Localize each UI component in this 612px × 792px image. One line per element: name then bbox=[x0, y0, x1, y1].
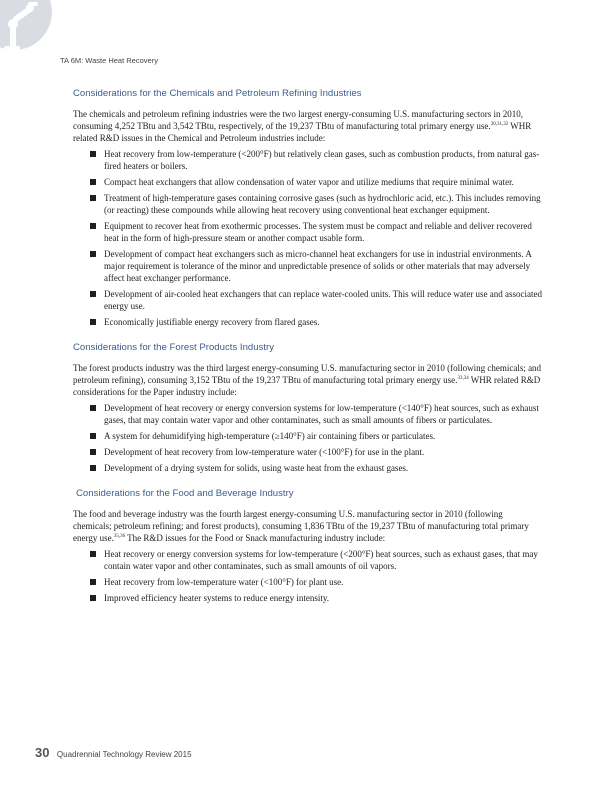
bullet-square-icon bbox=[90, 433, 96, 439]
section-intro: The forest products industry was the third largest energy-consuming U.S. manufacturing sector in 2010 (following chemicals; and petroleum refining), consuming 3,152 TBtu of the 19,237 TBtu of manufacturing total primary energy use.$^{33,34}$ WHR related R&D considerations for the Paper industry include: bbox=[73, 363, 542, 397]
bullet-square-icon bbox=[90, 449, 96, 455]
bullet-square-icon bbox=[90, 579, 96, 585]
page-number: 30 bbox=[35, 745, 50, 760]
section-food-beverage bbox=[73, 488, 543, 604]
list-item: Development of heat recovery or energy conversion systems for low-temperature (<140°F) heat sources, such as exhaust gases, that may contain water vapor and other contaminates, such as small amounts of fibers or particulates. bbox=[73, 402, 543, 426]
list-item: Treatment of high-temperature gases containing corrosive gases (such as hydrochloric acid, etc.). This includes removing (or reacting) these compounds while allowing heat recovery using conventional heat exchanger equipment. bbox=[73, 192, 543, 216]
list-item: Compact heat exchangers that allow condensation of water vapor and utilize mediums that require minimal water. bbox=[73, 176, 543, 188]
page-content bbox=[73, 88, 543, 618]
bullet-square-icon bbox=[90, 465, 96, 471]
bullet-square-icon bbox=[90, 405, 96, 411]
bullet-square-icon bbox=[90, 223, 96, 229]
section-intro: The food and beverage industry was the fourth largest energy-consuming U.S. manufacturing sector in 2010 (following chemicals; petroleum refining; and forest products), consuming 1,836 TBtu of the 19,237 TBtu of manufacturing total primary energy use.$^{35,36}$ The R&D issues for the Food or Snack manufacturing industry include: bbox=[73, 509, 529, 543]
citation-ref: 30,31,32 bbox=[490, 122, 509, 127]
list-item: Economically justifiable energy recovery from flared gases. bbox=[73, 316, 543, 328]
robot-arm-logo-icon bbox=[0, 0, 60, 58]
section-forest-products bbox=[73, 342, 543, 474]
bullet-square-icon bbox=[90, 291, 96, 297]
section-intro: The chemicals and petroleum refining industries were the two largest energy-consuming U.S. manufacturing sectors in 2010, consuming 4,252 TBtu and 3,542 TBtu, respectively, of the 19,237 TBtu of manufacturing total primary energy use.$^{30,31,32}$ WHR related R&D issues in the Chemical and Petroleum industries include: bbox=[73, 109, 532, 143]
publication-name: Quadrennial Technology Review 2015 bbox=[56, 750, 192, 759]
list-item: Heat recovery from low-temperature (<200°F) but relatively clean gases, such as combustion products, from natural gas-fired heaters or boilers. bbox=[73, 148, 543, 172]
bullet-square-icon bbox=[90, 251, 96, 257]
list-item: Heat recovery or energy conversion systems for low-temperature (<200°F) heat sources, such as exhaust gases, that may contain water vapor and other contaminates, such as small amounts of oil vapors. bbox=[73, 548, 543, 572]
bullet-square-icon bbox=[90, 179, 96, 185]
bullet-square-icon bbox=[90, 151, 96, 157]
list-item: Improved efficiency heater systems to reduce energy intensity. bbox=[73, 592, 543, 604]
section-chemicals-petroleum bbox=[73, 88, 543, 328]
bullet-square-icon bbox=[90, 551, 96, 557]
section-heading: Considerations for the Forest Products Industry bbox=[73, 342, 275, 353]
citation-ref: 33,34 bbox=[457, 376, 469, 381]
list-item: A system for dehumidifying high-temperature (≥140°F) air containing fibers or particulates. bbox=[73, 430, 543, 442]
bullet-list bbox=[73, 148, 543, 328]
list-item: Development of a drying system for solids, using waste heat from the exhaust gases. bbox=[73, 462, 543, 474]
list-item: Development of compact heat exchangers such as micro-channel heat exchangers for use in industrial environments. A major requirement is tolerance of the minor and unpredictable presence of solids or other materials that may adversely affect heat exchanger performance. bbox=[73, 248, 543, 284]
bullet-square-icon bbox=[90, 319, 96, 325]
bullet-list bbox=[73, 402, 543, 474]
list-item: Development of heat recovery from low-temperature water (<100°F) for use in the plant. bbox=[73, 446, 543, 458]
section-heading: Considerations for the Chemicals and Petroleum Refining Industries bbox=[73, 88, 362, 99]
list-item: Heat recovery from low-temperature water (<100°F) for plant use. bbox=[73, 576, 543, 588]
bullet-square-icon bbox=[90, 195, 96, 201]
bullet-square-icon bbox=[90, 595, 96, 601]
section-heading: Considerations for the Food and Beverage Industry bbox=[76, 488, 294, 499]
running-header: TA 6M: Waste Heat Recovery bbox=[60, 56, 158, 65]
list-item: Equipment to recover heat from exothermic processes. The system must be compact and reliable and deliver recovered heat in the form of high-pressure steam or another compact usable form. bbox=[73, 220, 543, 244]
bullet-list bbox=[73, 548, 543, 604]
list-item: Development of air-cooled heat exchangers that can replace water-cooled units. This will reduce water use and associated energy use. bbox=[73, 288, 543, 312]
citation-ref: 35,36 bbox=[113, 534, 126, 539]
page-footer bbox=[35, 744, 192, 762]
